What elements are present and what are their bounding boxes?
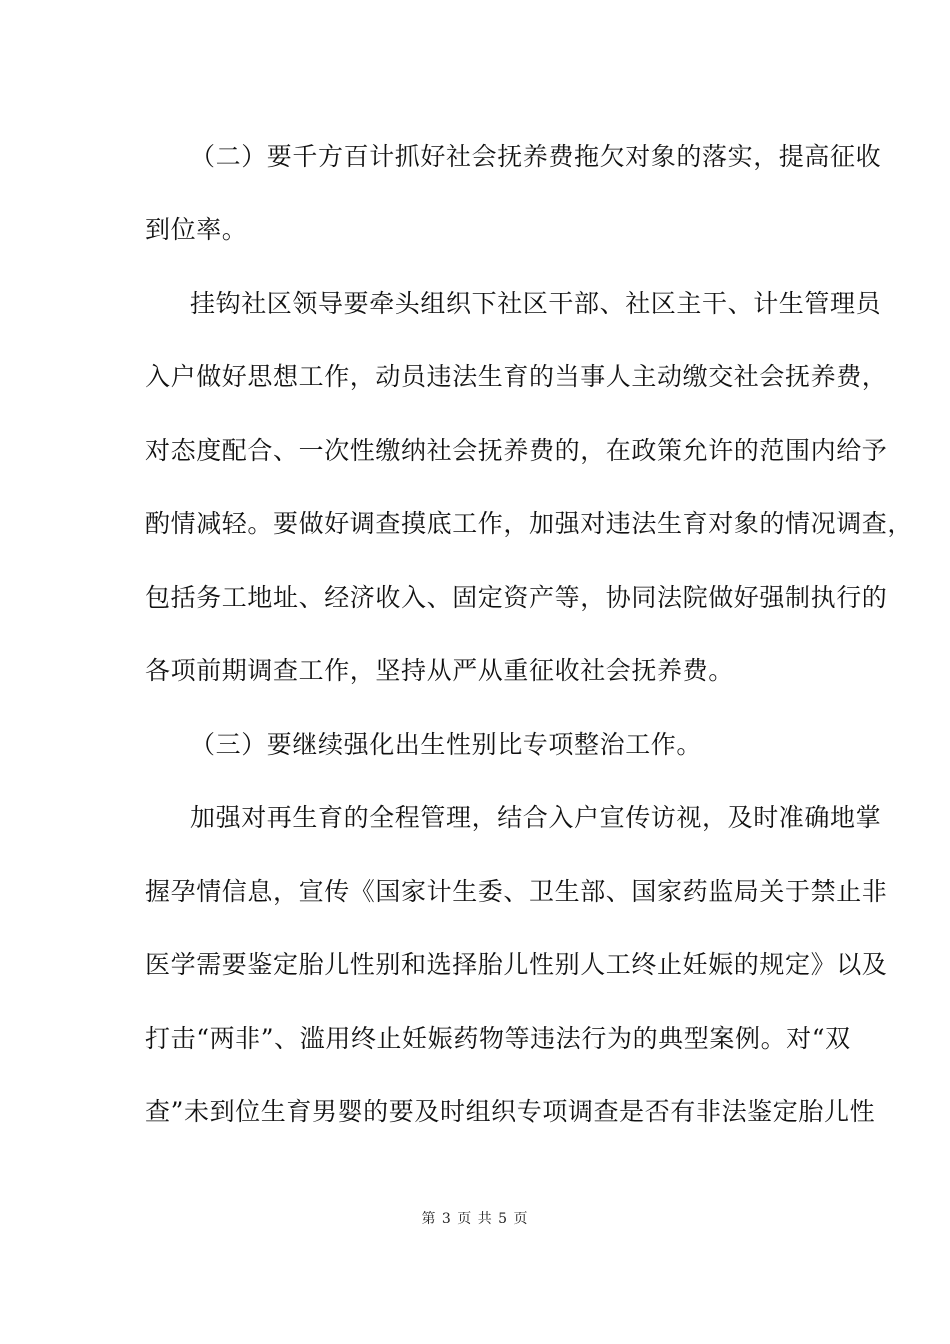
text-line: 挂钩社区领导要牵头组织下社区干部、社区主干、计生管理员 bbox=[190, 289, 882, 318]
paragraph-heading-2: （二）要千方百计抓好社会抚养费拖欠对象的落实，提高征收 bbox=[190, 142, 882, 171]
text-line: 握孕情信息，宣传《国家计生委、卫生部、国家药监局关于禁止非 bbox=[145, 877, 888, 906]
text-line: 加强对再生育的全程管理，结合入户宣传访视，及时准确地掌 bbox=[190, 803, 882, 832]
text-line: 入户做好思想工作，动员违法生育的当事人主动缴交社会抚养费， bbox=[145, 362, 888, 391]
text-line: 各项前期调查工作，坚持从严从重征收社会抚养费。 bbox=[145, 656, 734, 685]
text-line: 打击“两非”、滥用终止妊娠药物等违法行为的典型案例。对“双 bbox=[145, 1024, 851, 1053]
text-line: 对态度配合、一次性缴纳社会抚养费的，在政策允许的范围内给予 bbox=[145, 436, 888, 465]
page-number-footer: 第 3 页 共 5 页 bbox=[421, 1211, 529, 1227]
text-line: 酌情减轻。要做好调查摸底工作，加强对违法生育对象的情况调查， bbox=[145, 509, 914, 538]
paragraph-heading-3: （三）要继续强化出生性别比专项整治工作。 bbox=[190, 730, 703, 759]
text-line: 查”未到位生育男婴的要及时组织专项调查是否有非法鉴定胎儿性 bbox=[145, 1097, 876, 1126]
text-line: 到位率。 bbox=[145, 215, 248, 244]
text-line: 医学需要鉴定胎儿性别和选择胎儿性别人工终止妊娠的规定》以及 bbox=[145, 950, 888, 979]
text-line: 包括务工地址、经济收入、固定资产等，协同法院做好强制执行的 bbox=[145, 583, 888, 612]
